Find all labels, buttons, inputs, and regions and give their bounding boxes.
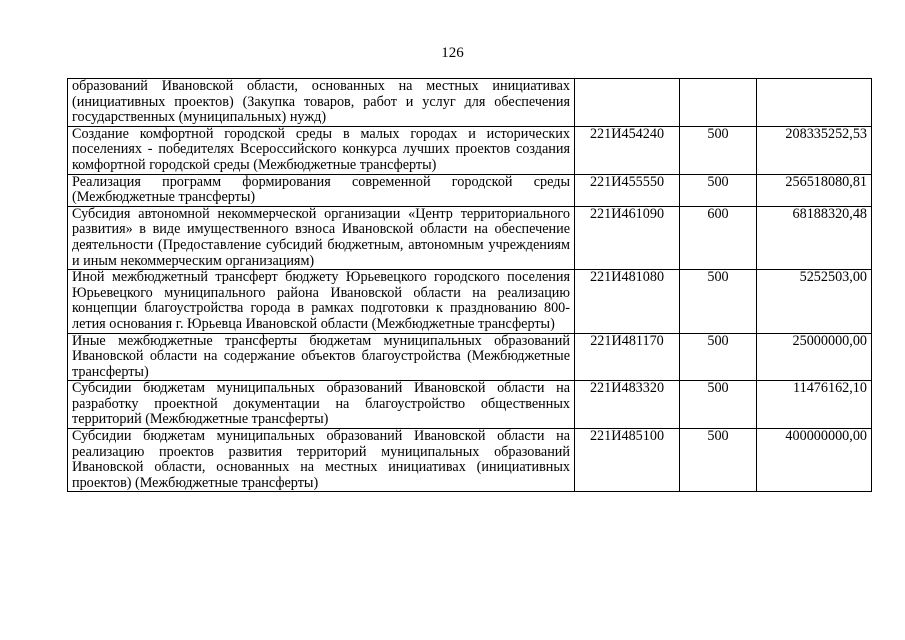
expense-name: образований Ивановской области, основанных на местных инициативах (инициативных проектов) (Закупка товаров, работ и услуг для обеспечения государственных (муниципальных) нужд) xyxy=(68,79,575,127)
table-row xyxy=(68,126,872,174)
target-code: 221И455550 xyxy=(575,174,680,206)
expense-type: 600 xyxy=(680,206,757,269)
amount: 11476162,10 xyxy=(757,381,872,429)
table-row xyxy=(68,206,872,269)
table-row xyxy=(68,174,872,206)
amount xyxy=(757,79,872,127)
table-row xyxy=(68,270,872,333)
expense-type: 500 xyxy=(680,126,757,174)
target-code: 221И481080 xyxy=(575,270,680,333)
expense-type: 500 xyxy=(680,381,757,429)
target-code: 221И461090 xyxy=(575,206,680,269)
amount: 25000000,00 xyxy=(757,333,872,381)
expense-type: 500 xyxy=(680,270,757,333)
expense-name: Субсидия автономной некоммерческой организации «Центр территориального развития» в виде имущественного взноса Ивановской области на обеспечение деятельности (Предоставление субсидий бюджетным, автономным учреждениям и иным некоммерческим организациям) xyxy=(68,206,575,269)
table-row xyxy=(68,79,872,127)
target-code: 221И483320 xyxy=(575,381,680,429)
amount: 256518080,81 xyxy=(757,174,872,206)
expense-name: Иные межбюджетные трансферты бюджетам муниципальных образований Ивановской области на содержание объектов благоустройства (Межбюджетные трансферты) xyxy=(68,333,575,381)
target-code: 221И481170 xyxy=(575,333,680,381)
amount: 208335252,53 xyxy=(757,126,872,174)
expense-name: Субсидии бюджетам муниципальных образований Ивановской области на разработку проектной документации на благоустройство общественных территорий (Межбюджетные трансферты) xyxy=(68,381,575,429)
expense-type: 500 xyxy=(680,429,757,492)
expense-name: Иной межбюджетный трансферт бюджету Юрьевецкого городского поселения Юрьевецкого муниципального района Ивановской области на реализацию концепции благоустройства города в рамках подготовки к празднованию 800-летия основания г. Юрьевца Ивановской области (Межбюджетные трансферты) xyxy=(68,270,575,333)
table-row xyxy=(68,381,872,429)
amount: 400000000,00 xyxy=(757,429,872,492)
table-row xyxy=(68,333,872,381)
budget-table xyxy=(67,78,872,492)
table-row xyxy=(68,429,872,492)
expense-name: Реализация программ формирования современной городской среды (Межбюджетные трансферты) xyxy=(68,174,575,206)
amount: 68188320,48 xyxy=(757,206,872,269)
expense-type xyxy=(680,79,757,127)
expense-type: 500 xyxy=(680,333,757,381)
target-code: 221И485100 xyxy=(575,429,680,492)
amount: 5252503,00 xyxy=(757,270,872,333)
target-code xyxy=(575,79,680,127)
target-code: 221И454240 xyxy=(575,126,680,174)
page-number: 126 xyxy=(441,45,464,61)
expense-name: Создание комфортной городской среды в малых городах и исторических поселениях - победителях Всероссийского конкурса лучших проектов создания комфортной городской среды (Межбюджетные трансферты) xyxy=(68,126,575,174)
expense-name: Субсидии бюджетам муниципальных образований Ивановской области на реализацию проектов развития территорий муниципальных образований Ивановской области, основанных на местных инициативах (инициативных проектов) (Межбюджетные трансферты) xyxy=(68,429,575,492)
expense-type: 500 xyxy=(680,174,757,206)
